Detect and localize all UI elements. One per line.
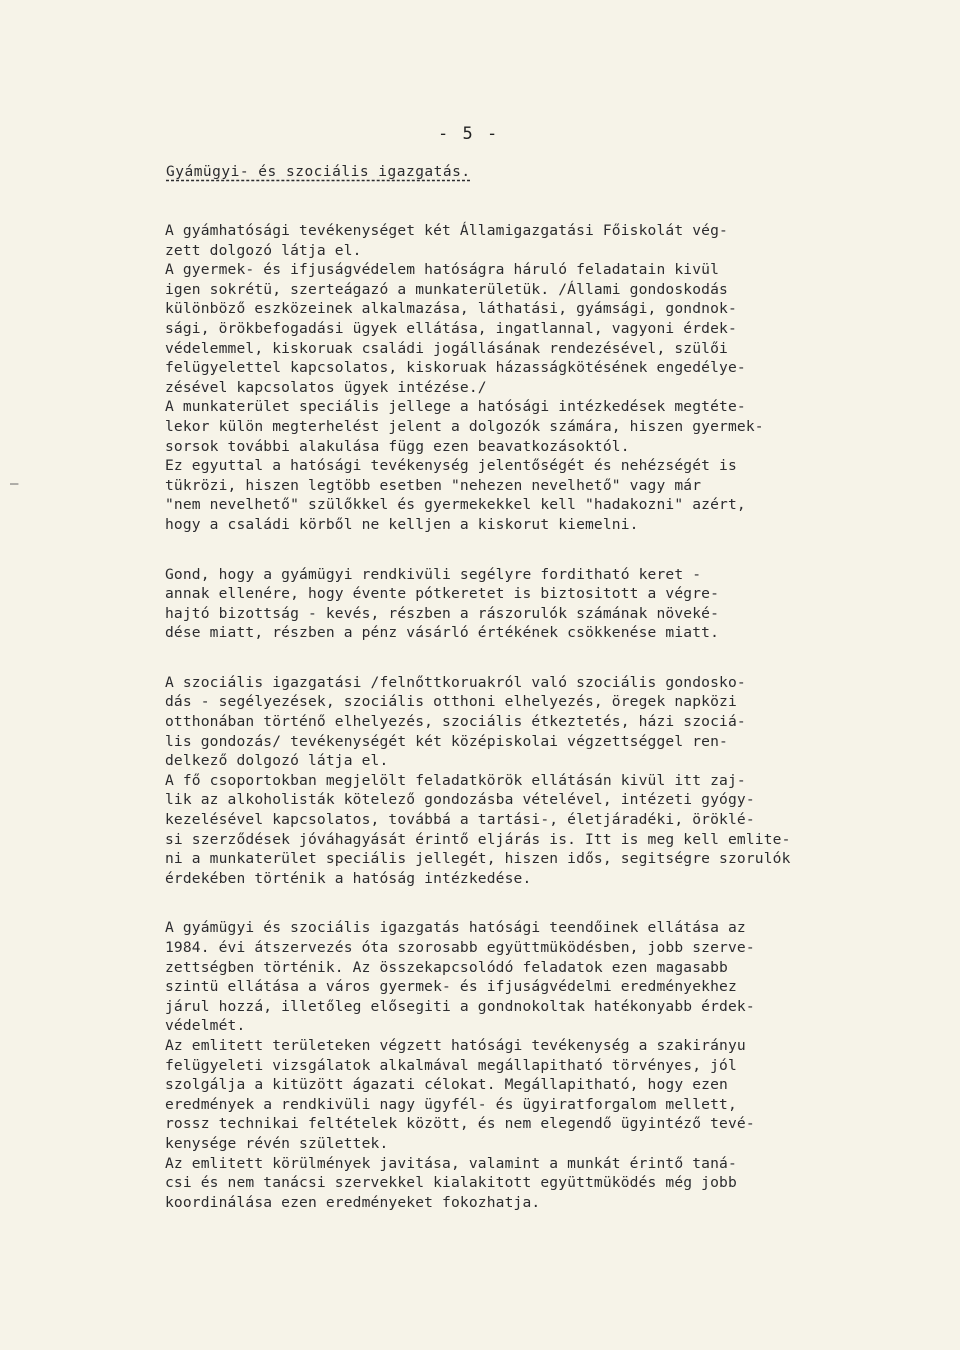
margin-mark: – bbox=[10, 476, 19, 492]
text-line: A fő csoportokban megjelölt feladatkörök ellátásán kivül itt zaj- bbox=[165, 771, 746, 789]
paragraph-gap bbox=[165, 535, 877, 565]
text-line: zett dolgozó látja el. bbox=[165, 241, 362, 259]
text-line: tükrözi, hiszen legtöbb esetben "nehezen nevelhető" vagy már bbox=[165, 476, 702, 494]
paragraph bbox=[165, 565, 877, 643]
text-line: zettségben történik. Az összekapcsolódó feladatok ezen magasabb bbox=[165, 958, 728, 976]
text-line: A szociális igazgatási /felnőttkoruakról való szociális gondosko- bbox=[165, 673, 746, 691]
text-line: A gyermek- és ifjuságvédelem hatóságra háruló feladatain kivül bbox=[165, 261, 720, 279]
document-body bbox=[165, 221, 877, 1212]
paragraph bbox=[165, 221, 877, 535]
text-line: dése miatt, részben a pénz vásárló értékének csökkenése miatt. bbox=[165, 624, 720, 642]
text-line: szolgálja a kitüzött ágazati célokat. Megállapitható, hogy ezen bbox=[165, 1076, 728, 1094]
text-line: zésével kapcsolatos ügyek intézése./ bbox=[165, 378, 487, 396]
text-line: "nem nevelhető" szülőkkel és gyermekekkel kell "hadakozni" azért, bbox=[165, 496, 746, 514]
text-line: szintü ellátása a város gyermek- és ifjuságvédelmi eredményekhez bbox=[165, 978, 737, 996]
text-line: Ez egyuttal a hatósági tevékenység jelentőségét és nehézségét is bbox=[165, 457, 737, 475]
text-line: ni a munkaterület speciális jellegét, hiszen idős, segitségre szorulók bbox=[165, 850, 791, 868]
text-line: Gond, hogy a gyámügyi rendkivüli segélyre forditható keret - bbox=[165, 565, 702, 583]
paragraph bbox=[165, 918, 877, 1212]
text-line: lekor külön megterhelést jelent a dolgozók számára, hiszen gyermek- bbox=[165, 417, 764, 435]
text-line: igen sokrétü, szerteágazó a munkaterületük. /Állami gondoskodás bbox=[165, 280, 728, 298]
paragraph-gap bbox=[165, 888, 877, 918]
text-line: Az emlitett körülmények javitása, valamint a munkát érintő taná- bbox=[165, 1154, 737, 1172]
text-line: Az emlitett területeken végzett hatósági tevékenység a szakirányu bbox=[165, 1036, 746, 1054]
text-line: érdekében történik a hatóság intézkedése. bbox=[165, 869, 532, 887]
paragraph bbox=[165, 673, 877, 889]
text-line: A munkaterület speciális jellege a hatósági intézkedések megtéte- bbox=[165, 398, 746, 416]
page-number: - 5 - bbox=[438, 124, 500, 144]
text-line: koordinálása ezen eredményeket fokozhatja. bbox=[165, 1193, 541, 1211]
text-line: lik az alkoholisták kötelező gondozásba vételével, intézeti gyógy- bbox=[165, 791, 755, 809]
text-line: A gyámügyi és szociális igazgatás hatósági teendőinek ellátása az bbox=[165, 919, 746, 937]
text-line: delkező dolgozó látja el. bbox=[165, 752, 389, 770]
text-line: hajtó bizottság - kevés, részben a rászorulók számának növeké- bbox=[165, 604, 720, 622]
text-line: sági, örökbefogadási ügyek ellátása, ingatlannal, vagyoni érdek- bbox=[165, 319, 737, 337]
text-line: védelemmel, kiskoruak családi jogállásának rendezésével, szülői bbox=[165, 339, 728, 357]
text-line: felügyeleti vizsgálatok alkalmával megállapitható törvényes, jól bbox=[165, 1056, 737, 1074]
text-line: csi és nem tanácsi szervekkel kialakitott együttmüködés még jobb bbox=[165, 1174, 737, 1192]
text-line: védelmét. bbox=[165, 1017, 246, 1035]
text-line: A gyámhatósági tevékenységet két Államigazgatási Főiskolát vég- bbox=[165, 222, 728, 239]
text-line: sorsok további alakulása függ ezen beavatkozásoktól. bbox=[165, 437, 630, 455]
text-line: annak ellenére, hogy évente pótkeretet is biztositott a végre- bbox=[165, 585, 720, 603]
text-line: kezelésével kapcsolatos, továbbá a tartási-, életjáradéki, öröklé- bbox=[165, 811, 755, 829]
text-line: lis gondozás/ tevékenységét két középiskolai végzettséggel ren- bbox=[165, 732, 728, 750]
text-line: dás - segélyezések, szociális otthoni elhelyezés, öregek napközi bbox=[165, 693, 737, 711]
text-line: kenysége révén születtek. bbox=[165, 1134, 389, 1152]
text-line: járul hozzá, illetőleg elősegiti a gondnokoltak hatékonyabb érdek- bbox=[165, 997, 755, 1015]
text-line: otthonában történő elhelyezés, szociális étkeztetés, házi szociá- bbox=[165, 713, 746, 731]
section-heading: Gyámügyi- és szociális igazgatás. bbox=[166, 164, 471, 180]
text-line: si szerződések jóváhagyását érintő eljárás is. Itt is meg kell emlite- bbox=[165, 830, 791, 848]
text-line: eredmények a rendkivüli nagy ügyfél- és ügyiratforgalom mellett, bbox=[165, 1095, 737, 1113]
text-line: felügyelettel kapcsolatos, kiskoruak házasságkötésének engedélye- bbox=[165, 359, 746, 377]
paragraph-gap bbox=[165, 643, 877, 673]
text-line: különböző eszközeinek alkalmazása, láthatási, gyámsági, gondnok- bbox=[165, 300, 737, 318]
text-line: rossz technikai feltételek között, és nem elegendő ügyintéző tevé- bbox=[165, 1115, 755, 1133]
text-line: 1984. évi átszervezés óta szorosabb együttmüködésben, jobb szerve- bbox=[165, 939, 755, 956]
text-line: hogy a családi körből ne kelljen a kiskorut kiemelni. bbox=[165, 515, 639, 533]
